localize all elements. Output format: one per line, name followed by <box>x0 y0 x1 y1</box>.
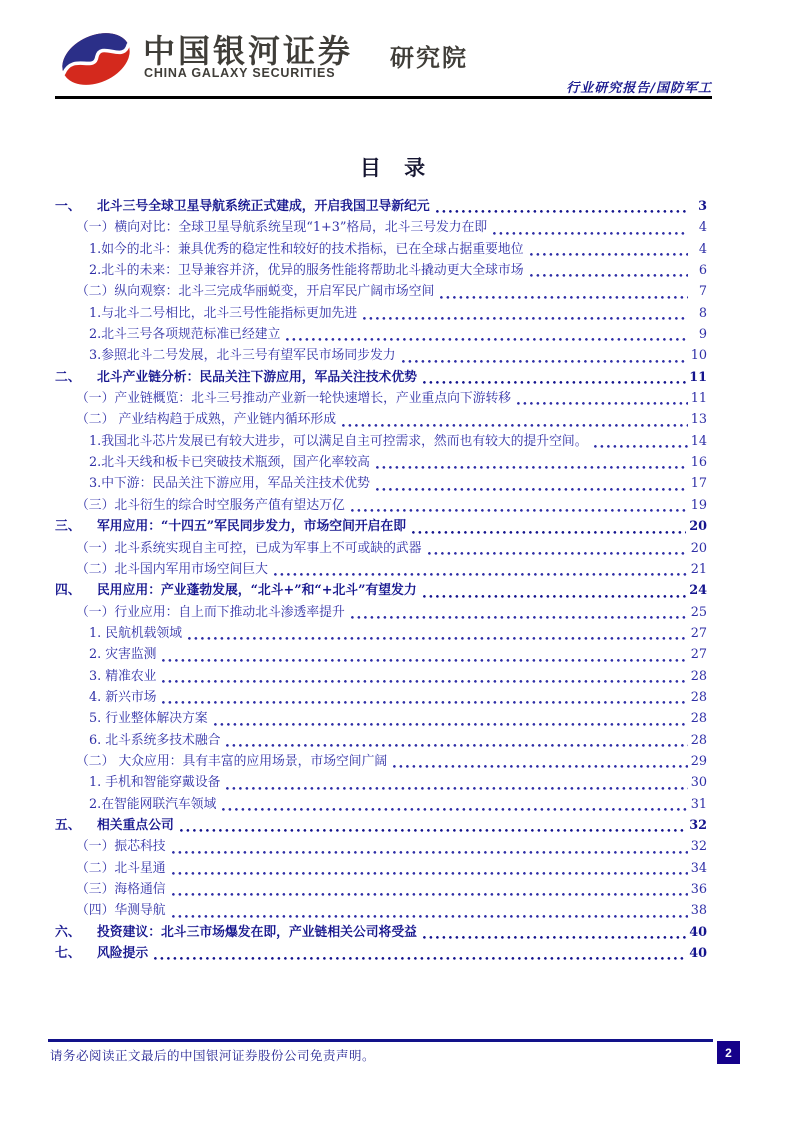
toc-row-page: 21 <box>690 561 707 577</box>
toc-dot-leader <box>162 680 687 683</box>
toc-row-label: 1. 手机和智能穿戴设备 <box>89 775 221 791</box>
toc-dot-leader <box>214 723 688 726</box>
toc-row-label: （二）北斗国内军用市场空间巨大 <box>76 561 268 577</box>
toc-row[interactable] <box>55 836 707 857</box>
toc-row-page: 28 <box>690 732 707 748</box>
toc-row-page: 8 <box>698 305 707 321</box>
toc-row-label: 1.与北斗二号相比，北斗三号性能指标更加先进 <box>89 305 358 321</box>
toc-row[interactable] <box>55 580 707 601</box>
toc-row-page: 4 <box>698 220 707 236</box>
toc-row-label: （二）北斗星通 <box>76 860 166 876</box>
toc-dot-leader <box>517 402 688 405</box>
toc-row-page: 19 <box>690 497 707 513</box>
toc-row-page: 13 <box>690 412 707 428</box>
toc-dot-leader <box>530 253 688 256</box>
toc-dot-leader <box>188 637 688 640</box>
toc-row-label: （三）海格通信 <box>76 882 166 897</box>
toc-row-page: 11 <box>689 369 707 385</box>
toc-row-label: （一）横向对比：全球卫星导航系统呈现“1+3”格局，北斗三号发力在即 <box>76 220 488 236</box>
toc-row-label: （一）振芯科技 <box>76 839 166 855</box>
toc-row[interactable] <box>55 666 707 687</box>
toc-row[interactable] <box>55 281 707 302</box>
toc-title: 目 录 <box>359 155 434 180</box>
toc-row-label: 1. 民航机载领域 <box>89 625 183 641</box>
footer-divider <box>48 1039 713 1042</box>
toc-row-number: 二、 <box>55 369 81 385</box>
toc-dot-leader <box>162 659 687 662</box>
toc-row[interactable] <box>55 431 707 452</box>
toc-row-page: 11 <box>690 391 707 407</box>
toc-row[interactable] <box>55 623 707 644</box>
toc-row-page: 30 <box>690 775 707 791</box>
toc-row-label: （一）产业链概览：北斗三号推动产业新一轮快速增长，产业重点向下游转移 <box>76 391 512 407</box>
toc-row[interactable] <box>55 687 707 708</box>
toc-row[interactable] <box>55 602 707 623</box>
toc-row-page: 36 <box>690 882 707 897</box>
brand-name-cn: 中国银河证券 <box>143 33 354 69</box>
toc-row-label: 6. 北斗系统多技术融合 <box>89 732 221 748</box>
toc-row[interactable] <box>55 858 707 879</box>
toc-row[interactable] <box>55 260 707 281</box>
toc-row-page: 29 <box>690 753 707 769</box>
toc-row[interactable] <box>55 794 707 815</box>
toc-dot-leader <box>154 957 686 960</box>
toc-row-page: 20 <box>690 540 707 556</box>
toc-dot-leader <box>423 595 687 598</box>
toc-row-page: 4 <box>698 241 707 257</box>
toc-row-page: 38 <box>690 903 707 919</box>
toc-row[interactable] <box>55 473 707 494</box>
toc-row-page: 34 <box>690 860 707 876</box>
toc-row-label: （一）行业应用：自上而下推动北斗渗透率提升 <box>76 604 345 620</box>
toc-row[interactable] <box>55 324 707 345</box>
toc-row-page: 24 <box>689 583 707 599</box>
toc-row[interactable] <box>55 196 707 217</box>
toc-row[interactable] <box>55 345 707 366</box>
toc-row-label: 4. 新兴市场 <box>89 689 157 705</box>
toc-row-label: 2. 灾害监测 <box>89 647 157 663</box>
toc-row-label: 民用应用：产业蓬勃发展，“北斗+”和“+北斗”有望发力 <box>97 583 417 599</box>
toc-row-label: 2.北斗天线和板卡已突破技术瓶颈，国产化率较高 <box>89 455 370 471</box>
toc-row-label: 相关重点公司 <box>97 817 174 833</box>
toc-dot-leader <box>594 445 688 448</box>
toc-row-label: 投资建议：北斗三市场爆发在即，产业链相关公司将受益 <box>97 924 417 940</box>
toc-row-page: 25 <box>690 604 707 620</box>
toc-row-label: 北斗产业链分析：民品关注下游应用，军品关注技术优势 <box>97 369 417 385</box>
toc-row-page: 10 <box>690 348 707 364</box>
toc-row-label: 2.北斗的未来：卫导兼容并济，优异的服务性能将帮助北斗撬动更大全球市场 <box>89 263 524 279</box>
toc-row-label: 5. 行业整体解决方案 <box>89 711 208 727</box>
toc-row-page: 3 <box>698 199 707 214</box>
research-division-label: 研究院 <box>390 45 468 72</box>
toc-dot-leader <box>342 424 688 427</box>
toc-row-label: 2.在智能网联汽车领域 <box>89 796 217 812</box>
toc-dot-leader <box>376 488 688 491</box>
toc-row-label: （三）北斗衍生的综合时空服务产值有望达万亿 <box>76 497 345 513</box>
toc-row[interactable] <box>55 303 707 324</box>
toc-row-page: 32 <box>689 817 707 833</box>
toc-dot-leader <box>180 829 686 832</box>
toc-row-number: 三、 <box>55 519 81 535</box>
toc-row-page: 6 <box>698 263 707 279</box>
toc-row-label: 3. 精准农业 <box>89 668 157 684</box>
toc-row[interactable] <box>55 708 707 729</box>
toc-row-page: 28 <box>690 689 707 705</box>
toc-row-number: 五、 <box>55 817 81 833</box>
toc-dot-leader <box>402 360 688 363</box>
toc-row-page: 7 <box>698 284 707 300</box>
report-type-label: 行业研究报告/国防军工 <box>566 81 712 96</box>
toc-dot-leader <box>274 573 688 576</box>
toc-row[interactable] <box>55 388 707 409</box>
toc-row-number: 七、 <box>55 946 81 962</box>
toc-dot-leader <box>376 466 688 469</box>
toc-dot-leader <box>172 893 688 896</box>
toc-row[interactable] <box>55 217 707 238</box>
toc-row-page: 27 <box>690 647 707 663</box>
toc-row[interactable] <box>55 815 707 836</box>
toc-dot-leader <box>351 616 688 619</box>
toc-row[interactable] <box>55 943 707 964</box>
toc-row-label: （四）华测导航 <box>76 903 166 919</box>
toc-row[interactable] <box>55 538 707 559</box>
toc-row-page: 40 <box>689 946 707 962</box>
toc-row-page: 14 <box>690 433 707 449</box>
toc-row-page: 27 <box>690 625 707 641</box>
toc-row-number: 一、 <box>55 199 81 214</box>
toc-dot-leader <box>423 936 686 939</box>
toc-row-label: 1.如今的北斗：兼具优秀的稳定性和较好的技术指标，已在全球占据重要地位 <box>89 241 524 257</box>
toc-row[interactable] <box>55 495 707 516</box>
toc-row[interactable] <box>55 559 707 580</box>
toc-row-page: 31 <box>690 796 707 812</box>
toc-dot-leader <box>351 509 688 512</box>
toc-dot-leader <box>393 765 688 768</box>
toc-dot-leader <box>286 338 688 341</box>
footer-disclaimer: 请务必阅读正文最后的中国银河证券股份公司免责声明。 <box>50 1048 376 1063</box>
toc-row[interactable] <box>55 516 707 537</box>
toc-dot-leader <box>226 787 687 790</box>
toc-row[interactable] <box>55 409 707 430</box>
toc-row-page: 28 <box>690 668 707 684</box>
toc-row-label: 3.参照北斗二号发展，北斗三号有望军民市场同步发力 <box>89 348 396 364</box>
toc-row-page: 32 <box>690 839 707 855</box>
toc-row-page: 28 <box>690 711 707 727</box>
toc-row[interactable] <box>55 879 707 900</box>
toc-row-label: 2.北斗三号各项规范标准已经建立 <box>89 327 281 343</box>
toc-row-label: （二） 大众应用：具有丰富的应用场景，市场空间广阔 <box>76 753 388 769</box>
brand-name-en: CHINA GALAXY SECURITIES <box>144 66 336 80</box>
toc-row-label: 北斗三号全球卫星导航系统正式建成，开启我国卫导新纪元 <box>97 199 430 214</box>
toc-row-label: 3.中下游：民品关注下游应用，军品关注技术优势 <box>89 476 370 492</box>
toc-row-label: （二）纵向观察：北斗三完成华丽蜕变，开启军民广阔市场空间 <box>76 284 435 300</box>
toc-row[interactable] <box>55 922 707 943</box>
toc-dot-leader <box>423 381 686 384</box>
toc-row[interactable] <box>55 900 707 921</box>
toc-row-page: 17 <box>690 476 707 492</box>
toc-row-number: 四、 <box>55 583 81 599</box>
toc-row[interactable] <box>55 730 707 751</box>
toc-row-label: （一）北斗系统实现自主可控，已成为军事上不可或缺的武器 <box>76 540 422 556</box>
toc-dot-leader <box>412 531 686 534</box>
toc-dot-leader <box>162 701 687 704</box>
toc-row-label: 军用应用：“十四五”军民同步发力，市场空间开启在即 <box>97 519 407 535</box>
toc-dot-leader <box>530 274 688 277</box>
toc-dot-leader <box>493 232 688 235</box>
toc-dot-leader <box>226 744 687 747</box>
toc-row-label: 1.我国北斗芯片发展已有较大进步，可以满足自主可控需求，然而也有较大的提升空间。 <box>89 433 588 449</box>
toc-list <box>55 196 707 964</box>
toc-row[interactable] <box>55 772 707 793</box>
toc-row-label: 风险提示 <box>97 946 149 962</box>
toc-dot-leader <box>172 851 688 854</box>
toc-dot-leader <box>172 915 688 918</box>
toc-row[interactable] <box>55 644 707 665</box>
toc-dot-leader <box>440 296 688 299</box>
toc-row[interactable] <box>55 239 707 260</box>
toc-dot-leader <box>436 210 688 213</box>
page-number-badge: 2 <box>717 1041 740 1064</box>
toc-dot-leader <box>428 552 688 555</box>
toc-dot-leader <box>172 872 688 875</box>
toc-row[interactable] <box>55 751 707 772</box>
toc-row-label: （二） 产业结构趋于成熟，产业链内循环形成 <box>76 412 337 428</box>
toc-dot-leader <box>363 317 688 320</box>
toc-row-page: 16 <box>690 455 707 471</box>
header-divider <box>55 96 712 99</box>
toc-row[interactable] <box>55 367 707 388</box>
toc-row-page: 40 <box>689 924 707 940</box>
toc-row[interactable] <box>55 452 707 473</box>
toc-row-page: 9 <box>698 327 707 343</box>
toc-row-number: 六、 <box>55 924 81 940</box>
toc-dot-leader <box>222 808 687 811</box>
toc-row-page: 20 <box>689 519 707 535</box>
